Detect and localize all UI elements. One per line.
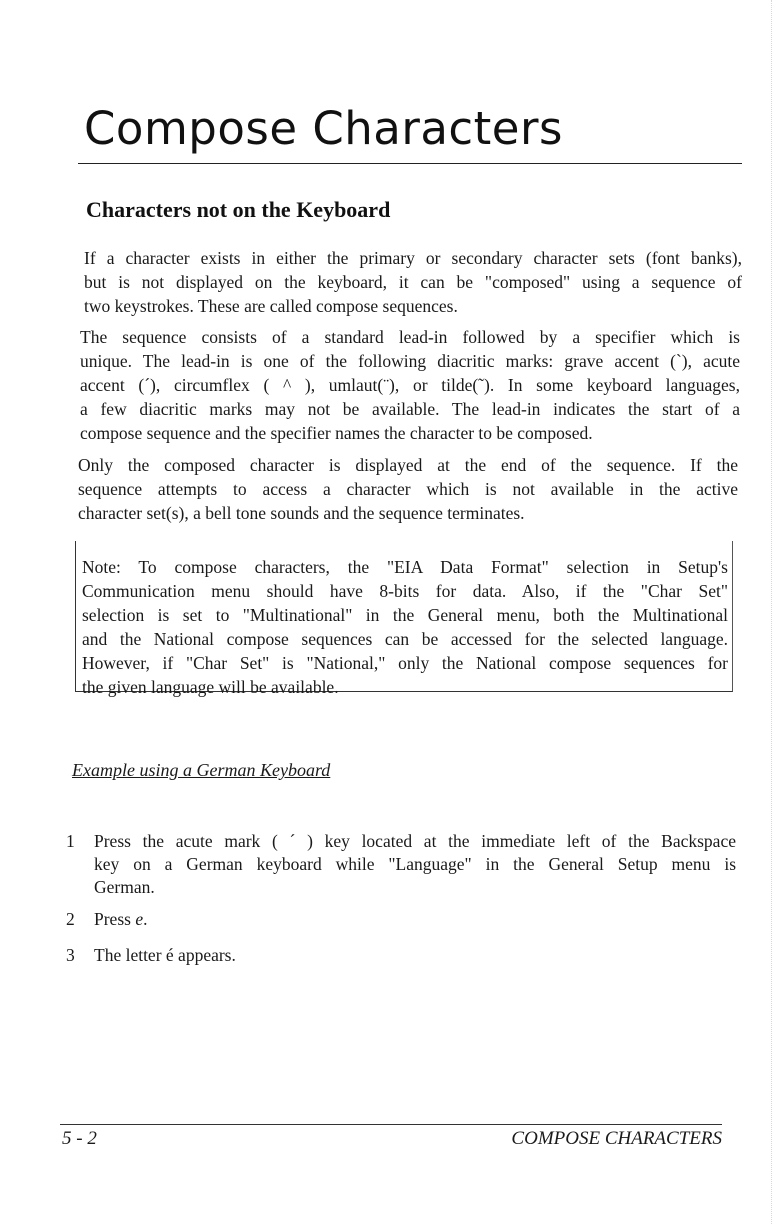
note-line: selection is set to "Multinational" in the General menu, both the Multinational [82,605,728,625]
step-text-suffix: . [143,909,148,929]
paragraph-intro [84,246,742,318]
step-text: The letter é appears. [94,945,236,965]
example-heading: Example using a German Keyboard [72,760,331,780]
paragraph-line: two keystrokes. These are called compose sequences. [84,296,458,316]
paragraph-line: Only the composed character is displayed at the end of the sequence. If the [78,455,738,475]
page-edge [770,0,772,1224]
step-item [66,830,736,908]
chapter-title: Compose Characters [84,102,563,155]
note-line: Communication menu should have 8-bits for data. Also, if the "Char Set" [82,581,728,601]
paragraph-line: accent (´), circumflex ( ^ ), umlaut(¨), or tilde(˜). In some keyboard languages, [80,375,740,395]
steps-list [66,830,736,967]
note-line: Note: To compose characters, the "EIA Data Format" selection in Setup's [82,557,728,577]
paragraph-line: The sequence consists of a standard lead-in followed by a specifier which is [80,327,740,347]
title-rule [78,163,742,164]
step-item [66,944,736,967]
paragraph-composed [78,453,738,525]
paragraph-sequence [80,325,740,445]
step-key: e [135,909,144,929]
paragraph-line: compose sequence and the specifier names the character to be composed. [80,423,593,443]
note-line: the given language will be available. [82,677,339,697]
page-number: 5 - 2 [62,1128,97,1149]
footer-rule [60,1124,722,1125]
paragraph-line: sequence attempts to access a character which is not available in the active [78,479,738,499]
paragraph-line: unique. The lead-in is one of the following diacritic marks: grave accent (`), acute [80,351,740,371]
step-number: 1 [66,831,75,851]
note-line: and the National compose sequences can be accessed for the selected language. [82,629,728,649]
paragraph-line: a few diacritic marks may not be available. The lead-in indicates the start of a [80,399,740,419]
step-line: key on a German keyboard while "Language" in the General Setup menu is [94,854,736,874]
step-line: German. [94,877,155,897]
step-text [94,830,736,899]
section-heading: Characters not on the Keyboard [86,197,391,222]
paragraph-line: If a character exists in either the primary or secondary character sets (font banks), [84,248,742,268]
note-box [75,541,733,697]
step-line: Press the acute mark ( ´ ) key located at the immediate left of the Backspace [94,831,736,851]
step-text [94,908,736,931]
step-item [66,908,736,944]
note-text [82,555,728,699]
step-text-prefix: Press [94,909,136,929]
note-line: However, if "Char Set" is "National," only the National compose sequences for [82,653,728,673]
step-number: 3 [66,945,75,965]
paragraph-line: but is not displayed on the keyboard, it can be "composed" using a sequence of [84,272,742,292]
step-number: 2 [66,909,75,929]
paragraph-line: character set(s), a bell tone sounds and the sequence terminates. [78,503,525,523]
footer-chapter-name: COMPOSE CHARACTERS [511,1128,722,1149]
